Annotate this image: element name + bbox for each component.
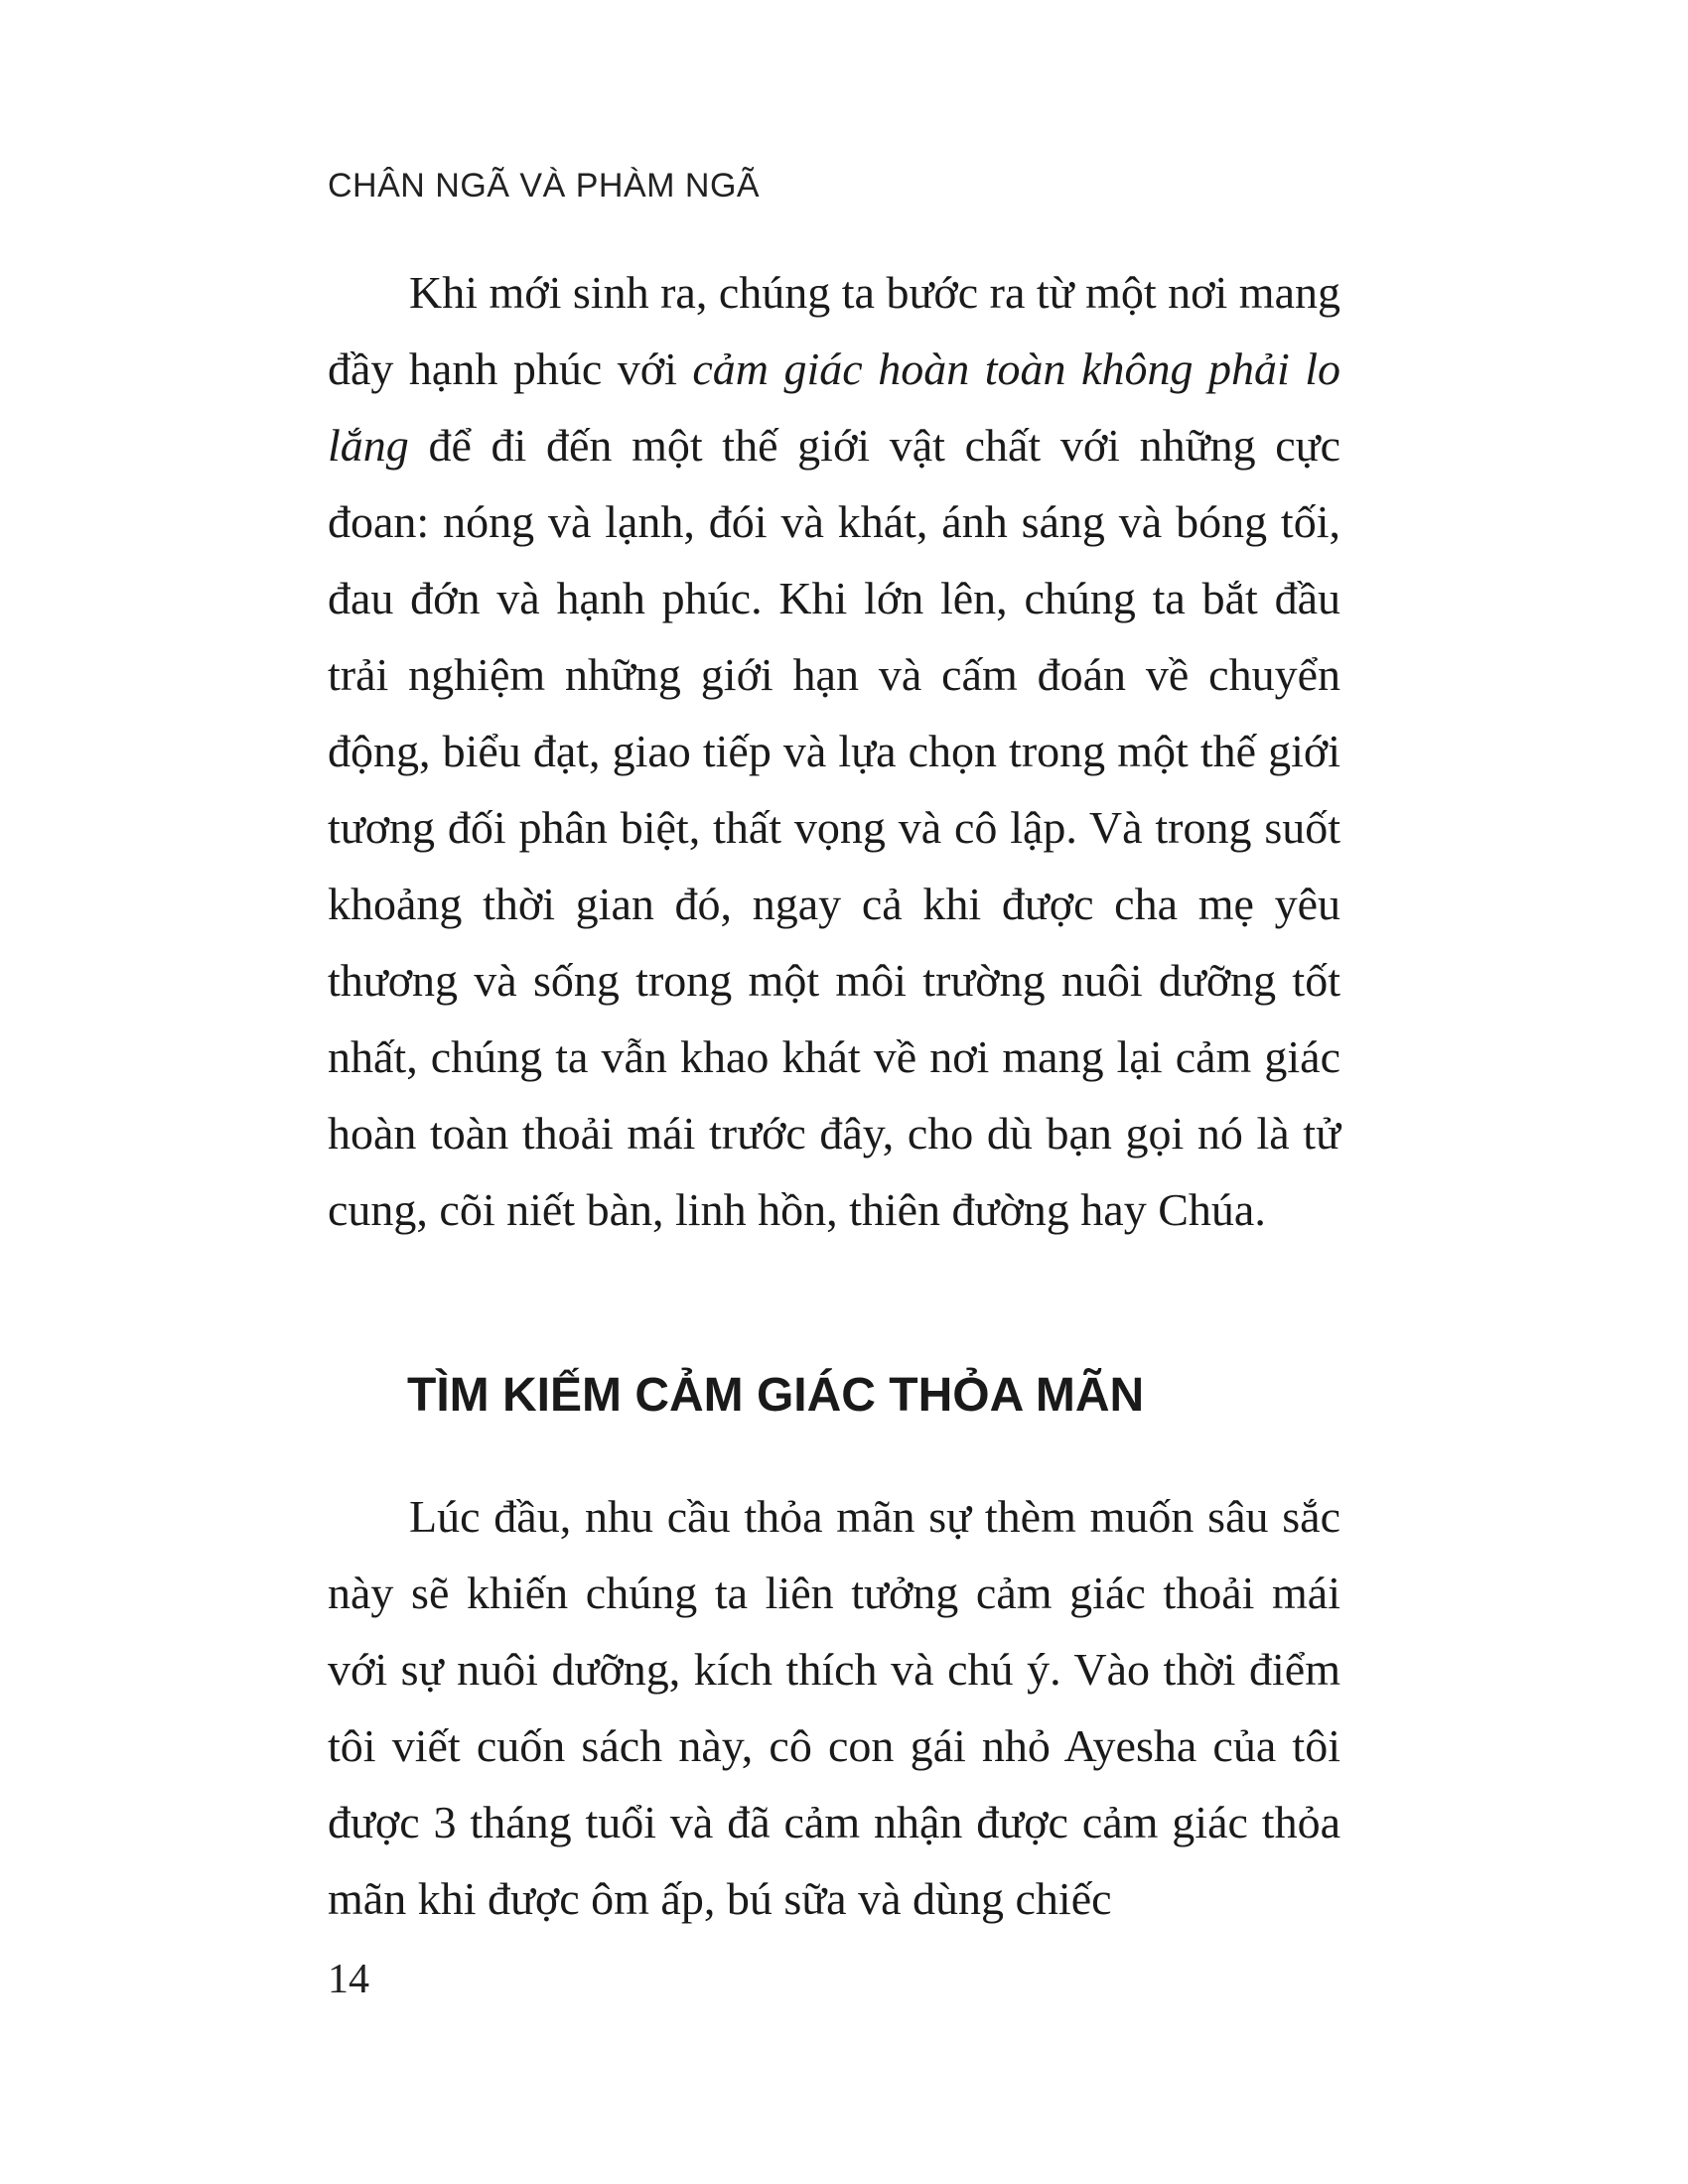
section-heading: TÌM KIẾM CẢM GIÁC THỎA MÃN [407,1369,1145,1422]
italic-phrase: cảm giác hoàn toàn không phải lo lắng [328,343,1341,471]
paragraph-text: Lúc đầu, nhu cầu thỏa mãn sự thèm muốn sâu sắc này sẽ khiến chúng ta liên tưởng cảm giác thoải mái với sự nuôi dưỡng, kích thích và chú ý. Vào thời điểm tôi viết cuốn sách này, cô con gái nhỏ Ayesha của tôi được 3 tháng tuổi và đã cảm nhận được cảm giác thỏa mãn khi được ôm ấp, bú sữa và dùng chiếc [328,1491,1340,1924]
running-head: CHÂN NGÃ VÀ PHÀM NGÃ [328,167,761,205]
body-paragraph-1 [328,254,1340,1248]
page-number: 14 [328,1957,369,2002]
paragraph-text-end: để đi đến một thế giới vật chất với những cực đoan: nóng và lạnh, đói và khát, ánh sáng và bóng tối, đau đớn và hạnh phúc. Khi lớn lên, chúng ta bắt đầu trải nghiệm những giới hạn và cấm đoán về chuyển động, biểu đạt, giao tiếp và lựa chọn trong một thế giới tương đối phân biệt, thất vọng và cô lập. Và trong suốt khoảng thời gian đó, ngay cả khi được cha mẹ yêu thương và sống trong một môi trường nuôi dưỡng tốt nhất, chúng ta vẫn khao khát về nơi mang lại cảm giác hoàn toàn thoải mái trước đây, cho dù bạn gọi nó là tử cung, cõi niết bàn, linh hồn, thiên đường hay Chúa. [328,420,1340,1235]
body-paragraph-2 [328,1478,1340,1937]
paragraph-text-start: Khi mới sinh ra, chúng ta bước ra từ một nơi mang đầy hạnh phúc với [328,267,1340,394]
paragraph-text [328,254,1340,1248]
